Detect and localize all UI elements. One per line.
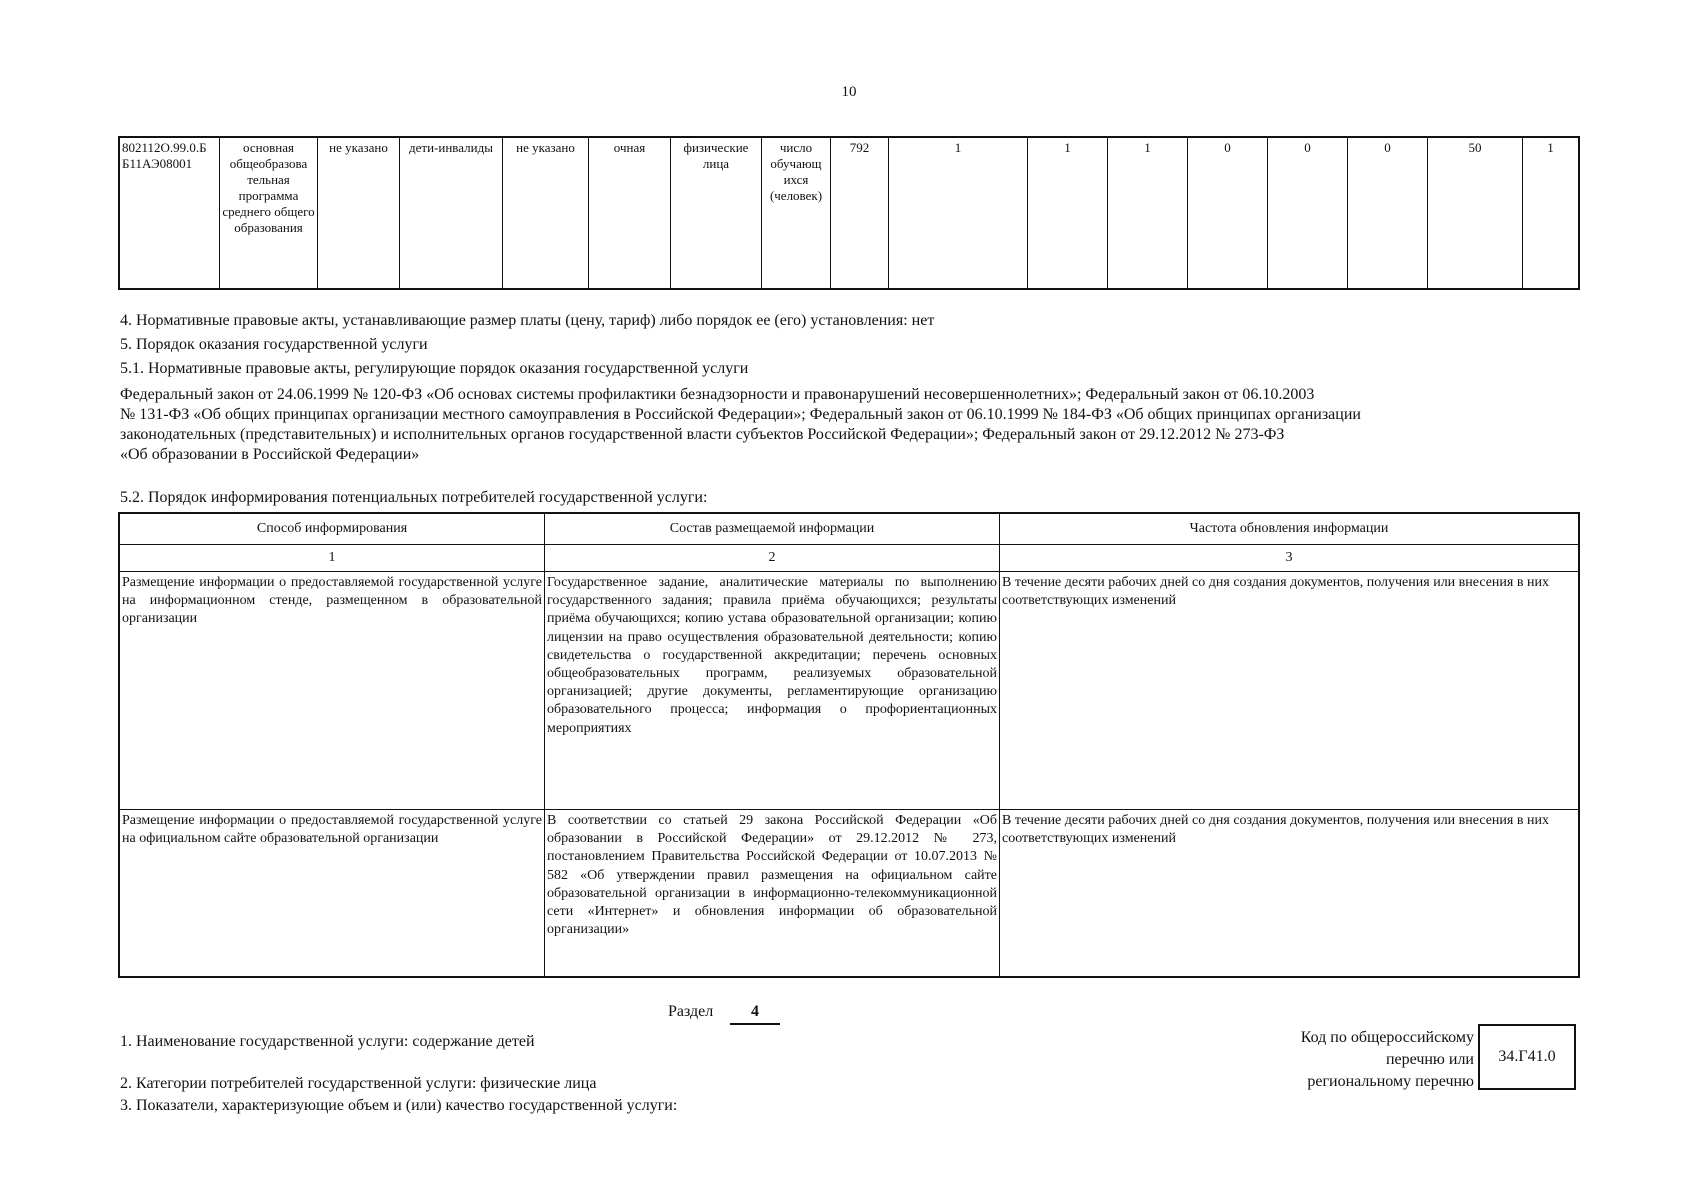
column-number: 3: [1000, 545, 1580, 572]
content-cell: Государственное задание, аналитические материалы по выполнению государственного задания; правила приёма обучающихся; результаты приёма обучающихся; копию устава образовательной организации; копию лицензии на право осуществления образовательной деятельности; копию свидетельства о государственной аккредитации; перечень основных общеобразовательных программ, реализуемых образовательной организацией; другие документы, регламентирующие организацию образовательного процесса; информация о профориентационных мероприятиях: [545, 572, 1000, 810]
consumer-cell: физические лица: [671, 137, 762, 289]
consumer-categories: 2. Категории потребителей государственной услуги: физические лица: [120, 1075, 597, 1092]
informing-table: [118, 512, 1580, 978]
table-number-row: [119, 545, 1579, 572]
category-cell: дети-инвалиды: [400, 137, 503, 289]
paragraph-5-2: 5.2. Порядок информирования потенциальных потребителей государственной услуги:: [120, 489, 708, 506]
indicator-name-cell: число обучающ ихся (человек): [762, 137, 831, 289]
column-header: Состав размещаемой информации: [545, 513, 1000, 545]
content-cell: В соответствии со статьей 29 закона Российской Федерации «Об образовании в Российской Федерации» от 29.12.2012 № 273, постановлением Правительства Российской Федерации от 10.07.2013 № 582 «Об утверждении правил размещения на официальном сайте образовательной организации в информационно-телекоммуникационной сети «Интернет» и обновления информации об образовательной организации»: [545, 810, 1000, 978]
law-line: законодательных (представительных) и исполнительных органов государственной власти субъектов Российской Федерации»; Федеральный закон от 29.12.2012 № 273-ФЗ: [120, 426, 1285, 443]
column-header: Способ информирования: [119, 513, 545, 545]
table-row: [119, 137, 1579, 289]
registry-code-label: Код по общероссийскому перечню или региональному перечню: [1300, 1029, 1474, 1090]
table-cell: не указано: [318, 137, 400, 289]
table-header-row: [119, 513, 1579, 545]
section-label: Раздел: [668, 1003, 714, 1020]
program-cell: основная общеобразова тельная программа среднего общего образования: [220, 137, 318, 289]
paragraph-5: 5. Порядок оказания государственной услуги: [120, 336, 428, 353]
indicators-table: [118, 136, 1580, 290]
method-cell: Размещение информации о предоставляемой государственной услуге на официальном сайте образовательной организации: [119, 810, 545, 978]
indicators-heading: 3. Показатели, характеризующие объем и (или) качество государственной услуги:: [120, 1097, 678, 1114]
law-line: № 131-ФЗ «Об общих принципах организации местного самоуправления в Российской Федерации»; Федеральный закон от 06.10.1999 № 184-ФЗ «Об общих принципах организации: [120, 406, 1361, 423]
table-row: [119, 810, 1579, 978]
frequency-cell: В течение десяти рабочих дней со дня создания документов, получения или внесения в них соответствующих изменений: [1000, 572, 1580, 810]
value-cell: 0: [1268, 137, 1348, 289]
table-row: [119, 572, 1579, 810]
column-header: Частота обновления информации: [1000, 513, 1580, 545]
law-line: «Об образовании в Российской Федерации»: [120, 446, 420, 463]
value-cell: 0: [1188, 137, 1268, 289]
registry-code-cell: 802112О.99.0.Б Б11АЭ08001: [119, 137, 220, 289]
paragraph-5-1: 5.1. Нормативные правовые акты, регулирующие порядок оказания государственной услуги: [120, 360, 749, 377]
frequency-cell: В течение десяти рабочих дней со дня создания документов, получения или внесения в них соответствующих изменений: [1000, 810, 1580, 978]
value-cell: 50: [1428, 137, 1523, 289]
column-number: 2: [545, 545, 1000, 572]
column-number: 1: [119, 545, 545, 572]
table-cell: не указано: [503, 137, 589, 289]
value-cell: 1: [1108, 137, 1188, 289]
method-cell: Размещение информации о предоставляемой государственной услуге на информационном стенде, размещенном в образовательной организации: [119, 572, 545, 810]
value-cell: 1: [1523, 137, 1580, 289]
value-cell: 1: [889, 137, 1028, 289]
law-list: [120, 385, 1590, 465]
value-cell: 1: [1028, 137, 1108, 289]
value-cell: 0: [1348, 137, 1428, 289]
form-cell: очная: [589, 137, 671, 289]
paragraph-4: 4. Нормативные правовые акты, устанавливающие размер платы (цену, тариф) либо порядок ее (его) установления: нет: [120, 312, 935, 329]
page-number: 10: [841, 84, 857, 100]
registry-code-box: 34.Г41.0: [1478, 1024, 1576, 1090]
okei-code-cell: 792: [831, 137, 889, 289]
service-name: 1. Наименование государственной услуги: содержание детей: [120, 1033, 535, 1050]
law-line: Федеральный закон от 24.06.1999 № 120-ФЗ «Об основах системы профилактики безнадзорности и правонарушений несовершеннолетних»; Федеральный закон от 06.10.2003: [120, 386, 1315, 403]
section-number: 4: [730, 1003, 780, 1025]
